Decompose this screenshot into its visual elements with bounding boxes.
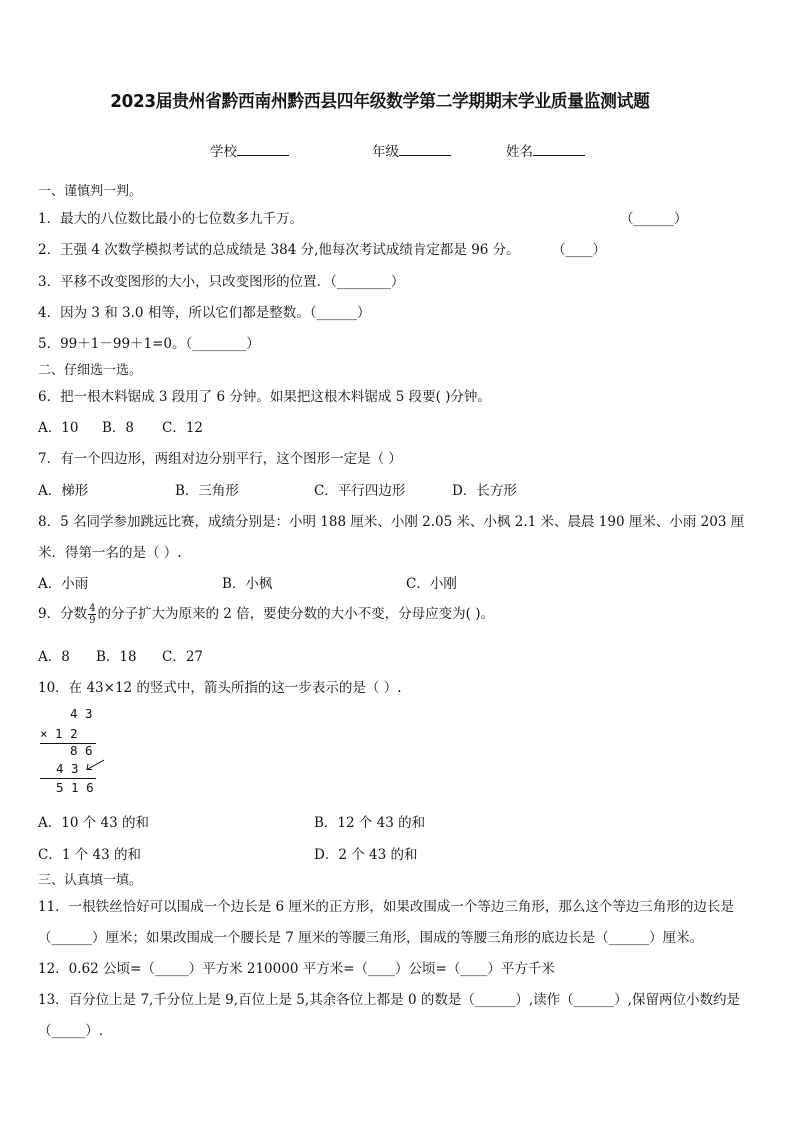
q8-option-c[interactable]: C．小刚 bbox=[406, 576, 457, 592]
question-2: 2．王强 4 次数学模拟考试的总成绩是 384 分,他每次考试成绩肯定都是 96 分。 bbox=[38, 242, 520, 258]
question-11-line-1: 11．一根铁丝恰好可以围成一个边长是 6 厘米的正方形，如果改围成一个等边三角形，那么这个等边三角形的边长是 bbox=[38, 899, 734, 915]
q7-option-a[interactable]: A．梯形 bbox=[38, 483, 89, 499]
section-2-heading: 二、仔细选一选。 bbox=[38, 363, 143, 378]
q10-option-d[interactable]: D．2 个 43 的和 bbox=[314, 847, 418, 863]
grade-field[interactable] bbox=[372, 140, 451, 160]
vertical-multiplication bbox=[40, 706, 120, 798]
vert-row-2: × 1 2 bbox=[40, 726, 78, 741]
q9-suffix: 的分子扩大为原来的 2 倍，要使分数的大小不变，分母应变为( )。 bbox=[97, 606, 494, 622]
school-blank[interactable] bbox=[237, 143, 289, 156]
vert-rule-2 bbox=[40, 778, 96, 779]
question-8-line-2: 米．得第一名的是（ ）. bbox=[38, 545, 182, 561]
question-2-answer[interactable]: （____） bbox=[552, 242, 606, 258]
question-6: 6．把一根木料锯成 3 段用了 6 分钟。如果把这根木料锯成 5 段要( )分钟。 bbox=[38, 389, 491, 405]
page-title: 2023届贵州省黔西南州黔西县四年级数学第二学期期末学业质量监测试题 bbox=[110, 92, 650, 112]
vert-row-5: 5 1 6 bbox=[56, 780, 94, 795]
question-4: 4．因为 3 和 3.0 相等，所以它们都是整数。（______） bbox=[38, 305, 371, 321]
q6-option-a[interactable]: A．10 bbox=[38, 420, 79, 436]
fraction-denominator: 9 bbox=[89, 615, 96, 626]
question-1: 1．最大的八位数比最小的七位数多九千万。 bbox=[38, 211, 304, 227]
q10-option-b[interactable]: B．12 个 43 的和 bbox=[314, 815, 426, 831]
name-label: 姓名 bbox=[506, 144, 533, 160]
grade-label: 年级 bbox=[372, 144, 399, 160]
question-8-line-1: 8．5 名同学参加跳远比赛，成绩分别是：小明 188 厘米、小刚 2.05 米、小枫 2.1 米、晨晨 190 厘米、小雨 203 厘 bbox=[38, 514, 745, 530]
vert-row-1: 4 3 bbox=[70, 706, 93, 721]
vert-row-4: 4 3 bbox=[56, 761, 79, 776]
q7-option-b[interactable]: B．三角形 bbox=[175, 483, 239, 499]
question-11-line-2: （______）厘米；如果改围成一个腰长是 7 厘米的等腰三角形，围成的等腰三角形的底边长是（______）厘米。 bbox=[38, 930, 704, 946]
q7-option-c[interactable]: C．平行四边形 bbox=[314, 483, 406, 499]
section-1-heading: 一、谨慎判一判。 bbox=[38, 184, 143, 199]
q8-option-b[interactable]: B．小枫 bbox=[222, 576, 273, 592]
fraction-numerator: 4 bbox=[89, 603, 96, 614]
vert-row-3: 8 6 bbox=[70, 743, 93, 758]
question-5: 5．99＋1－99＋1=0。（________） bbox=[38, 336, 260, 352]
q9-option-c[interactable]: C．27 bbox=[162, 649, 204, 665]
q7-option-d[interactable]: D．长方形 bbox=[452, 483, 517, 499]
section-3-heading: 三、认真填一填。 bbox=[38, 873, 143, 888]
grade-blank[interactable] bbox=[399, 143, 451, 156]
q9-option-b[interactable]: B．18 bbox=[96, 649, 137, 665]
fraction bbox=[88, 603, 96, 626]
question-12: 12．0.62 公顷=（_____）平方米 210000 平方米=（____）公顷=（____）平方千米 bbox=[38, 961, 555, 977]
school-label: 学校 bbox=[210, 144, 237, 160]
question-10: 10．在 43×12 的竖式中，箭头所指的这一步表示的是（ ）. bbox=[38, 680, 402, 696]
question-13-line-2: （_____）. bbox=[38, 1023, 104, 1039]
question-13-line-1: 13．百分位上是 7,千分位上是 9,百位上是 5,其余各位上都是 0 的数是（______）,读作（______）,保留两位小数约是 bbox=[38, 992, 740, 1008]
q10-option-c[interactable]: C．1 个 43 的和 bbox=[38, 847, 141, 863]
q6-option-b[interactable]: B．8 bbox=[102, 420, 135, 436]
q9-option-a[interactable]: A．8 bbox=[38, 649, 70, 665]
question-9 bbox=[38, 602, 494, 626]
arrow-icon bbox=[84, 758, 106, 772]
question-7: 7．有一个四边形，两组对边分别平行，这个图形一定是（ ） bbox=[38, 451, 402, 467]
question-1-answer[interactable]: （______） bbox=[620, 211, 688, 227]
q10-option-a[interactable]: A．10 个 43 的和 bbox=[38, 815, 149, 831]
name-field[interactable] bbox=[506, 140, 585, 160]
q9-prefix: 9．分数 bbox=[38, 606, 88, 622]
name-blank[interactable] bbox=[533, 143, 585, 156]
question-3: 3．平移不改变图形的大小，只改变图形的位置．（________） bbox=[38, 274, 405, 290]
q6-option-c[interactable]: C．12 bbox=[162, 420, 204, 436]
school-field[interactable] bbox=[210, 140, 289, 160]
q8-option-a[interactable]: A．小雨 bbox=[38, 576, 89, 592]
